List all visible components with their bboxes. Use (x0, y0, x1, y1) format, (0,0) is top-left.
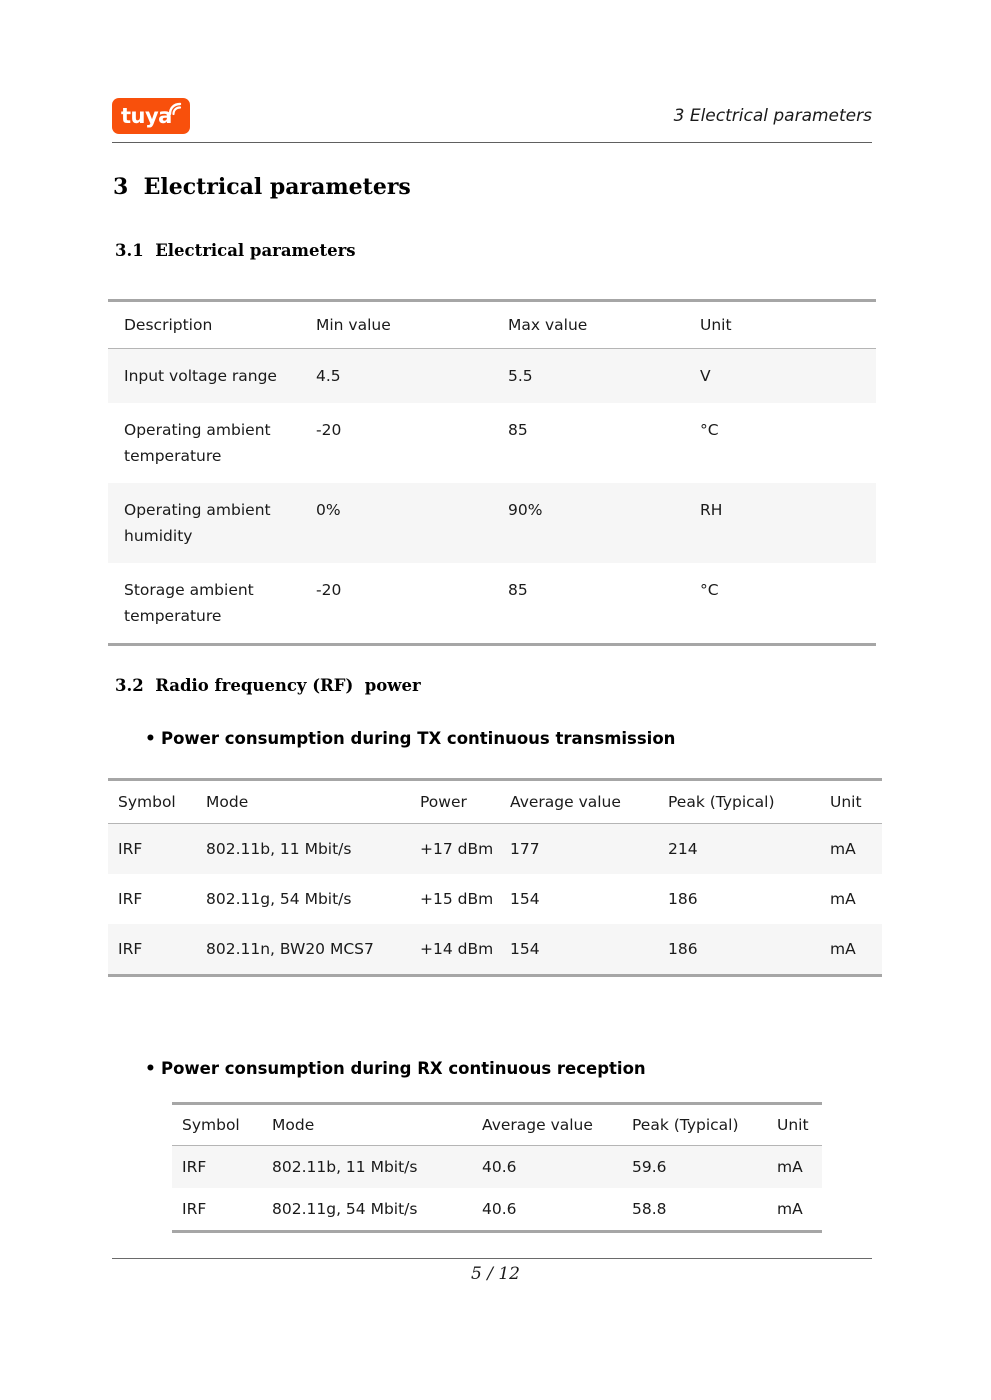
cell-min-value: 4.5 (300, 349, 492, 404)
cell-peak-typical: 186 (668, 890, 698, 908)
table-row (172, 1146, 822, 1189)
cell-description: Storage ambient temperature (124, 581, 254, 625)
table-row (108, 483, 876, 563)
bullet-dot-icon: • (145, 1059, 156, 1079)
cell-peak-typical: 58.8 (632, 1200, 667, 1218)
cell-symbol: IRF (118, 890, 143, 908)
running-header-title: 3 Electrical parameters (673, 106, 872, 126)
cell-peak-typical: 186 (658, 924, 820, 976)
section-heading-3-1: 3.1 Electrical parameters (115, 241, 356, 260)
tx-power-consumption-table (108, 778, 882, 977)
cell-mode: 802.11b, 11 Mbit/s (196, 824, 410, 875)
table-header-row (172, 1104, 822, 1146)
cell-max-value: 90% (492, 483, 684, 563)
table-header-row (108, 780, 882, 824)
page-number: 5 / 12 (471, 1264, 520, 1284)
col-header-average-value: Average value (500, 780, 658, 824)
cell-unit: mA (820, 924, 882, 976)
cell-mode: 802.11g, 54 Mbit/s (206, 890, 352, 908)
cell-symbol: IRF (172, 1146, 262, 1189)
cell-unit: V (684, 349, 876, 404)
bullet-label-tx: Power consumption during TX continuous transmission (161, 729, 676, 748)
cell-description: Operating ambient temperature (124, 421, 271, 465)
bullet-dot-icon: • (145, 729, 156, 749)
cell-mode: 802.11g, 54 Mbit/s (272, 1200, 418, 1218)
cell-unit: RH (684, 483, 876, 563)
cell-peak-typical: 59.6 (622, 1146, 767, 1189)
cell-power: +14 dBm (410, 924, 500, 976)
cell-max-value: 5.5 (492, 349, 684, 404)
cell-average-value: 154 (500, 924, 658, 976)
bullet-heading-tx (145, 729, 675, 749)
chapter-heading: 3 Electrical parameters (113, 174, 411, 200)
cell-unit: °C (700, 581, 719, 599)
col-header-unit: Unit (767, 1104, 822, 1146)
col-header-unit: Unit (820, 780, 882, 824)
table-row (172, 1188, 822, 1232)
col-header-max-value: Max value (492, 301, 684, 349)
tuya-logo (112, 98, 190, 134)
page-header (112, 96, 872, 146)
col-header-description: Description (108, 301, 300, 349)
col-header-peak-typical: Peak (Typical) (658, 780, 820, 824)
cell-symbol: IRF (108, 924, 196, 976)
col-header-mode: Mode (196, 780, 410, 824)
cell-average-value: 40.6 (472, 1146, 622, 1189)
cell-unit: °C (700, 421, 719, 439)
cell-average-value: 40.6 (482, 1200, 517, 1218)
cell-mode: 802.11b, 11 Mbit/s (262, 1146, 472, 1189)
bullet-heading-rx (145, 1059, 646, 1079)
cell-power: +15 dBm (420, 890, 494, 908)
table-row (108, 824, 882, 875)
table-row (108, 403, 876, 483)
header-divider (112, 142, 872, 143)
col-header-average-value: Average value (472, 1104, 622, 1146)
footer-divider (112, 1258, 872, 1259)
cell-peak-typical: 214 (658, 824, 820, 875)
cell-mode: 802.11n, BW20 MCS7 (196, 924, 410, 976)
cell-power: +17 dBm (410, 824, 500, 875)
cell-description: Operating ambient humidity (108, 483, 300, 563)
col-header-mode: Mode (262, 1104, 472, 1146)
col-header-unit: Unit (684, 301, 876, 349)
table-header-row (108, 301, 876, 349)
col-header-symbol: Symbol (108, 780, 196, 824)
cell-max-value: 85 (508, 421, 528, 439)
cell-symbol: IRF (182, 1200, 207, 1218)
cell-average-value: 177 (500, 824, 658, 875)
wifi-arc-icon (167, 101, 183, 117)
electrical-parameters-table (108, 299, 876, 646)
cell-min-value: -20 (316, 581, 342, 599)
bullet-label-rx: Power consumption during RX continuous reception (161, 1059, 646, 1078)
col-header-peak-typical: Peak (Typical) (622, 1104, 767, 1146)
col-header-symbol: Symbol (172, 1104, 262, 1146)
cell-min-value: 0% (300, 483, 492, 563)
cell-unit: mA (830, 890, 856, 908)
cell-description: Input voltage range (108, 349, 300, 404)
table-row (108, 924, 882, 976)
logo-wordmark: tuya (121, 104, 172, 128)
table-row (108, 349, 876, 404)
rx-power-consumption-table (172, 1102, 822, 1233)
cell-symbol: IRF (108, 824, 196, 875)
cell-min-value: -20 (316, 421, 342, 439)
cell-unit: mA (820, 824, 882, 875)
table-row (108, 874, 882, 924)
col-header-power: Power (410, 780, 500, 824)
cell-max-value: 85 (508, 581, 528, 599)
table-row (108, 563, 876, 645)
cell-unit: mA (777, 1200, 803, 1218)
cell-unit: mA (767, 1146, 822, 1189)
cell-average-value: 154 (510, 890, 540, 908)
section-heading-3-2: 3.2 Radio frequency (RF) power (115, 676, 421, 695)
col-header-min-value: Min value (300, 301, 492, 349)
